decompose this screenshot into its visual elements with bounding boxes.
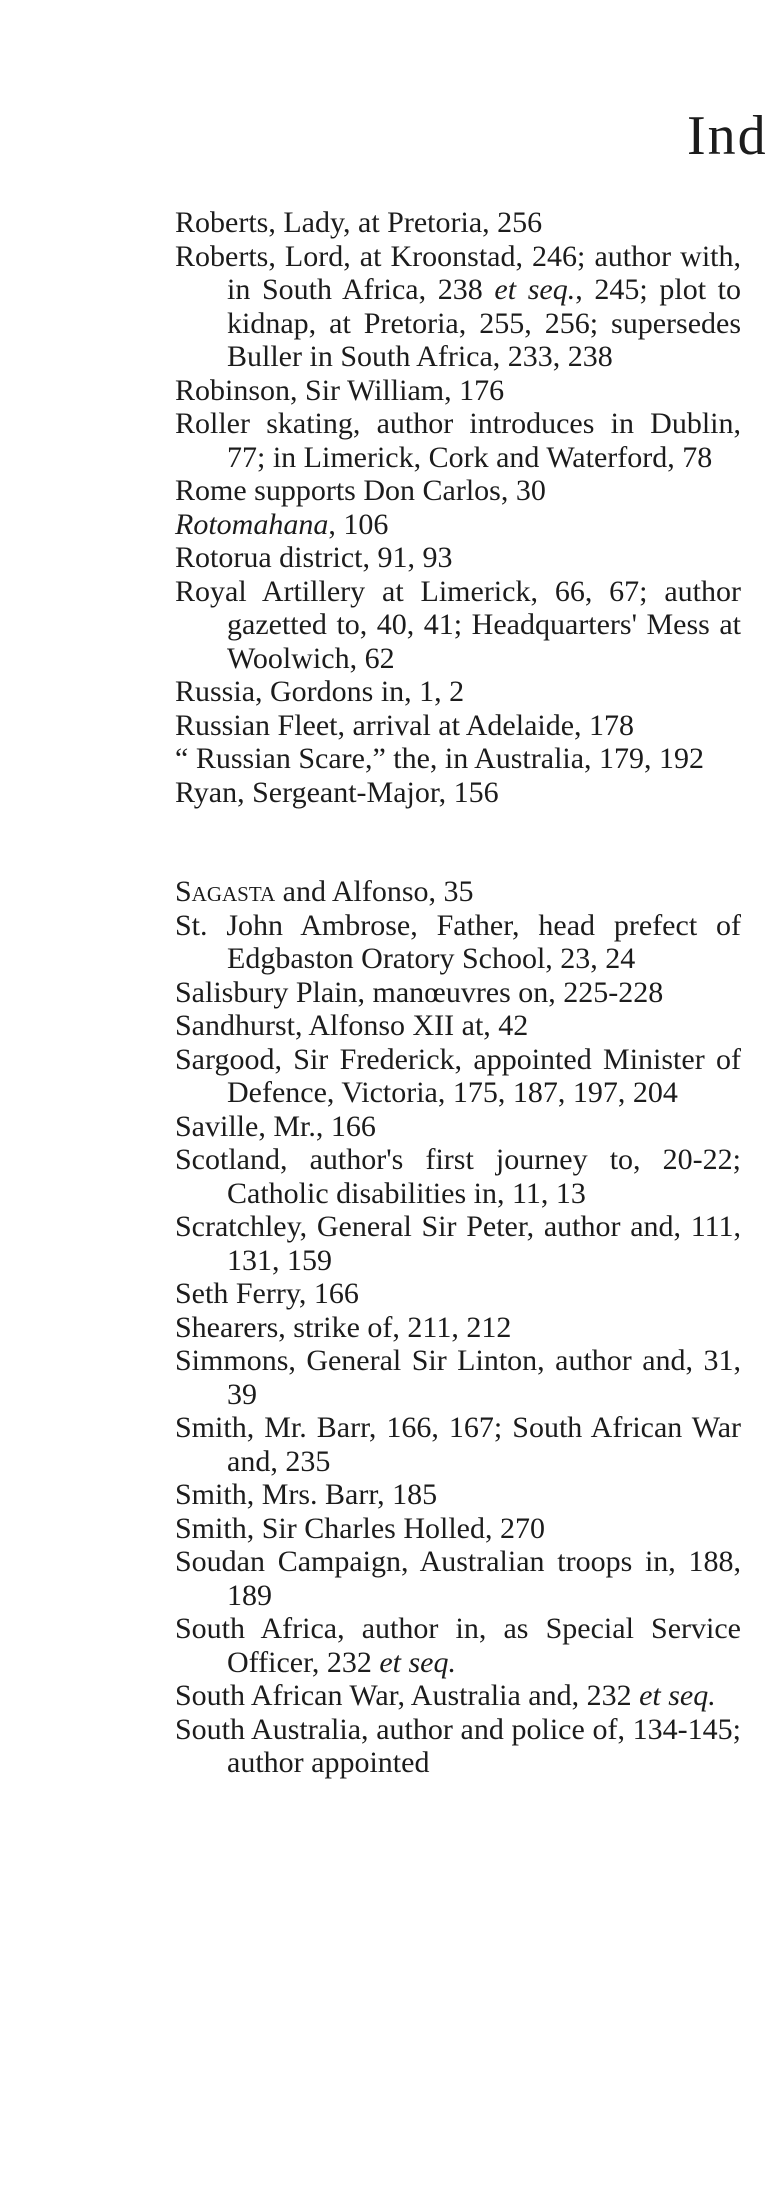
- index-entry-text: Smith, Sir Charles Holled, 270: [175, 1511, 545, 1545]
- index-entry: [175, 541, 741, 575]
- index-entry: [175, 575, 741, 676]
- index-entry: [175, 1210, 741, 1277]
- index-entry: [175, 407, 741, 474]
- index-entry: [175, 1009, 741, 1043]
- index-entry-text: Roller skating, author introduces in Dublin, 77; in Limerick, Cork and Waterford, 78: [175, 407, 741, 474]
- index-entry-text: Smith, Mrs. Barr, 185: [175, 1478, 438, 1511]
- index-entry: [175, 1311, 741, 1345]
- index-entry: [175, 1143, 741, 1210]
- index-entry: [175, 1713, 741, 1780]
- index-entry-text: Simmons, General Sir Linton, author and, 31, 39: [175, 1344, 741, 1411]
- index-entry: [175, 508, 741, 542]
- index-entry-text: Sagasta: [175, 875, 276, 908]
- index-entry-text: Roberts, Lord, at Kroonstad, 246; author with, in South Africa, 238: [175, 239, 741, 306]
- index-entry-text: Rotorua district, 91, 93: [175, 541, 453, 574]
- index-entry: [175, 709, 741, 743]
- index-entry: [175, 1277, 741, 1311]
- index-entry-text: Smith, Mr. Barr, 166, 167; South African War and, 235: [175, 1411, 741, 1478]
- index-entry-text: St. John Ambrose, Father, head prefect of Edgbaston Oratory School, 23, 24: [175, 908, 741, 975]
- index-entry-text: , 106: [328, 507, 389, 541]
- index-entry-italic-text: et seq.: [494, 273, 576, 306]
- index-entry-text: Sandhurst, Alfonso XII at, 42: [175, 1009, 529, 1042]
- index-entry-text: Scratchley, General Sir Peter, author and, 111, 131, 159: [175, 1210, 741, 1277]
- index-entry-text: South Africa, author in, as Special Service Officer, 232: [175, 1612, 741, 1679]
- index-entry: [175, 1545, 741, 1612]
- index-entry: [175, 1043, 741, 1110]
- index-entry: [175, 474, 741, 508]
- index-entry-text: South African War, Australia and, 232: [175, 1679, 640, 1712]
- index-entry-text: Salisbury Plain, manœuvres on, 225-228: [175, 975, 664, 1009]
- index-entry: [175, 976, 741, 1010]
- index-entry-text: Robinson, Sir William, 176: [175, 373, 505, 407]
- index-entry-text: Royal Artillery at Limerick, 66, 67; author gazetted to, 40, 41; Headquarters' Mess at Woolwich, 62: [175, 574, 741, 675]
- index-entry-italic-text: et seq.: [379, 1645, 456, 1679]
- index-entry: [175, 675, 741, 709]
- index-entry-italic-text: Rotomahana: [175, 507, 329, 541]
- index-entry: [175, 909, 741, 976]
- page-header-title: Ind: [687, 105, 768, 167]
- index-entry-italic-text: et seq.: [639, 1679, 716, 1712]
- index-entry: [175, 742, 741, 776]
- index-entry: [175, 776, 741, 810]
- index-entry-text: Sargood, Sir Frederick, appointed Minister of Defence, Victoria, 175, 187, 197, 204: [175, 1042, 741, 1109]
- index-entry-text: Scotland, author's first journey to, 20-22; Catholic disabilities in, 11, 13: [175, 1143, 741, 1210]
- index-entry-text: “ Russian Scare,” the, in Australia, 179, 192: [175, 742, 705, 775]
- index-entry: [175, 1612, 741, 1679]
- index-entry-text: Rome supports Don Carlos, 30: [175, 474, 546, 507]
- index-entry: [175, 1411, 741, 1478]
- index-entry-text: , 245; plot to kidnap, at Pretoria, 255, 256; supersedes Buller in South Africa, 233, 238: [227, 273, 742, 373]
- index-entry: [175, 1110, 741, 1144]
- index-entry: [175, 374, 741, 408]
- index-entry-text: and Alfonso, 35: [275, 875, 474, 908]
- index-entry: [175, 1478, 741, 1512]
- index-entry-text: Saville, Mr., 166: [175, 1109, 376, 1143]
- index-entry-text: Roberts, Lady, at Pretoria, 256: [175, 206, 543, 239]
- index-entry: [175, 1344, 741, 1411]
- index-entry-text: Ryan, Sergeant-Major, 156: [175, 775, 499, 809]
- index-entry-text: Soudan Campaign, Australian troops in, 188, 189: [175, 1545, 741, 1612]
- index-entry: [175, 875, 741, 909]
- index-entry-text: Russian Fleet, arrival at Adelaide, 178: [175, 708, 635, 742]
- index-entry: [175, 1512, 741, 1546]
- index-entry: [175, 206, 741, 240]
- index-entry: [175, 1679, 741, 1713]
- index-entry-text: Russia, Gordons in, 1, 2: [175, 675, 465, 708]
- index-entry-text: Shearers, strike of, 211, 212: [175, 1310, 512, 1344]
- index-entry: [175, 240, 741, 374]
- index-entry-text: South Australia, author and police of, 134-145; author appointed: [175, 1712, 741, 1779]
- index-entry-text: Seth Ferry, 166: [175, 1277, 359, 1310]
- index-column: [175, 206, 741, 1780]
